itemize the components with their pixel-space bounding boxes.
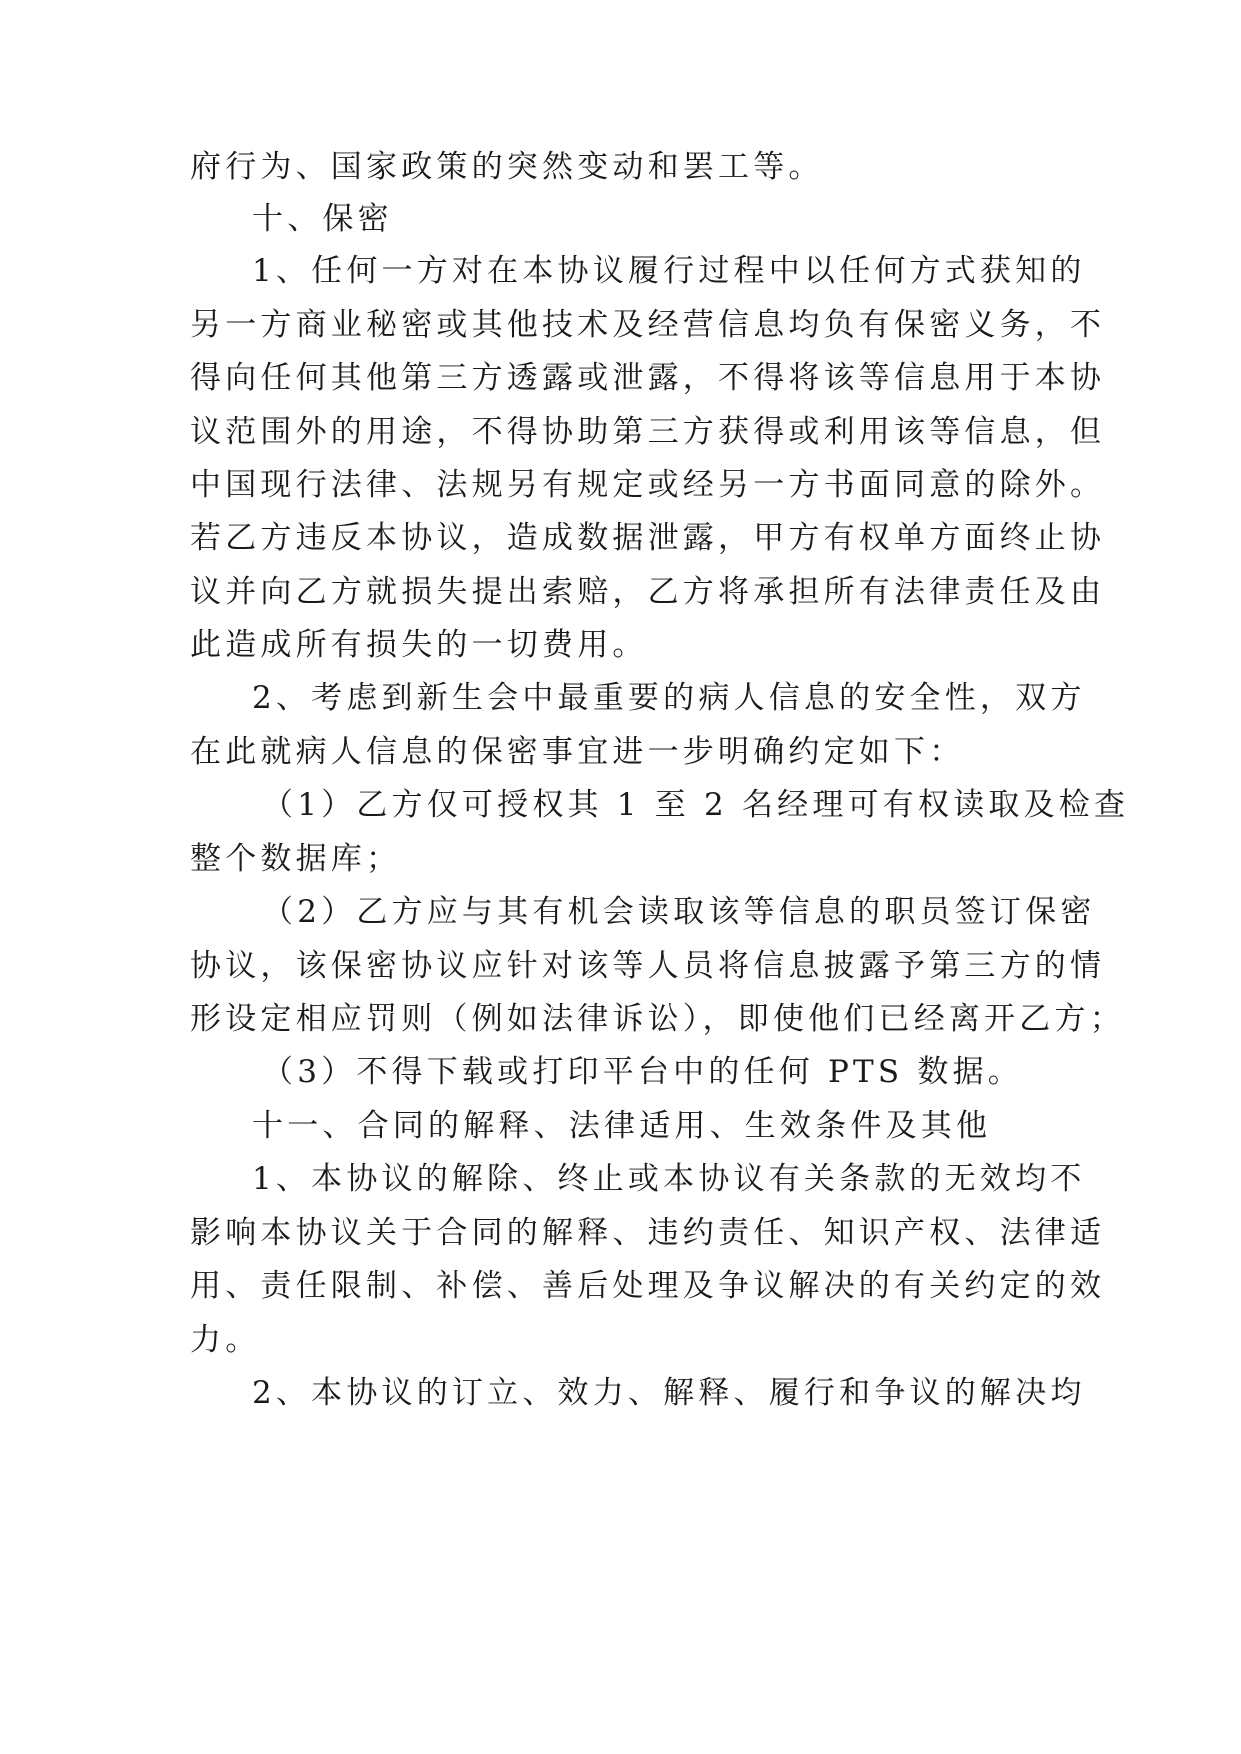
text-line: 整个数据库； <box>190 841 402 877</box>
text-line: （2）乙方应与其有机会读取该等信息的职员签订保密 <box>262 894 1096 930</box>
text-line: （1）乙方仅可授权其 1 至 2 名经理可有权读取及检查 <box>262 787 1130 823</box>
text-line: 2、考虑到新生会中最重要的病人信息的安全性，双方 <box>252 680 1086 716</box>
text-line: 议并向乙方就损失提出索赔，乙方将承担所有法律责任及由 <box>190 574 1106 610</box>
text-line: 1、本协议的解除、终止或本协议有关条款的无效均不 <box>252 1161 1086 1197</box>
text-line: 得向任何其他第三方透露或泄露，不得将该等信息用于本协 <box>190 360 1106 396</box>
section-heading-confidentiality: 十、保密 <box>252 201 393 237</box>
text-line: 2、本协议的订立、效力、解释、履行和争议的解决均 <box>252 1375 1086 1411</box>
text-line: （3）不得下载或打印平台中的任何 PTS 数据。 <box>262 1054 1024 1090</box>
text-line: 协议，该保密协议应针对该等人员将信息披露予第三方的情 <box>190 948 1106 984</box>
text-line: 1、任何一方对在本协议履行过程中以任何方式获知的 <box>252 253 1086 289</box>
text-line: 此造成所有损失的一切费用。 <box>190 627 648 663</box>
text-line: 若乙方违反本协议，造成数据泄露，甲方有权单方面终止协 <box>190 520 1106 556</box>
text-line: 影响本协议关于合同的解释、违约责任、知识产权、法律适 <box>190 1215 1106 1251</box>
text-line: 力。 <box>190 1322 261 1358</box>
text-line: 在此就病人信息的保密事宜进一步明确约定如下： <box>190 734 965 770</box>
section-heading-interpretation: 十一、合同的解释、法律适用、生效条件及其他 <box>252 1108 992 1144</box>
text-line: 形设定相应罚则（例如法律诉讼），即使他们已经离开乙方； <box>190 1001 1125 1037</box>
text-line: 用、责任限制、补偿、善后处理及争议解决的有关约定的效 <box>190 1268 1106 1304</box>
text-line: 中国现行法律、法规另有规定或经另一方书面同意的除外。 <box>190 467 1106 503</box>
text-line: 另一方商业秘密或其他技术及经营信息均负有保密义务，不 <box>190 307 1106 343</box>
text-line: 府行为、国家政策的突然变动和罢工等。 <box>190 149 824 185</box>
text-line: 议范围外的用途，不得协助第三方获得或利用该等信息，但 <box>190 414 1106 450</box>
